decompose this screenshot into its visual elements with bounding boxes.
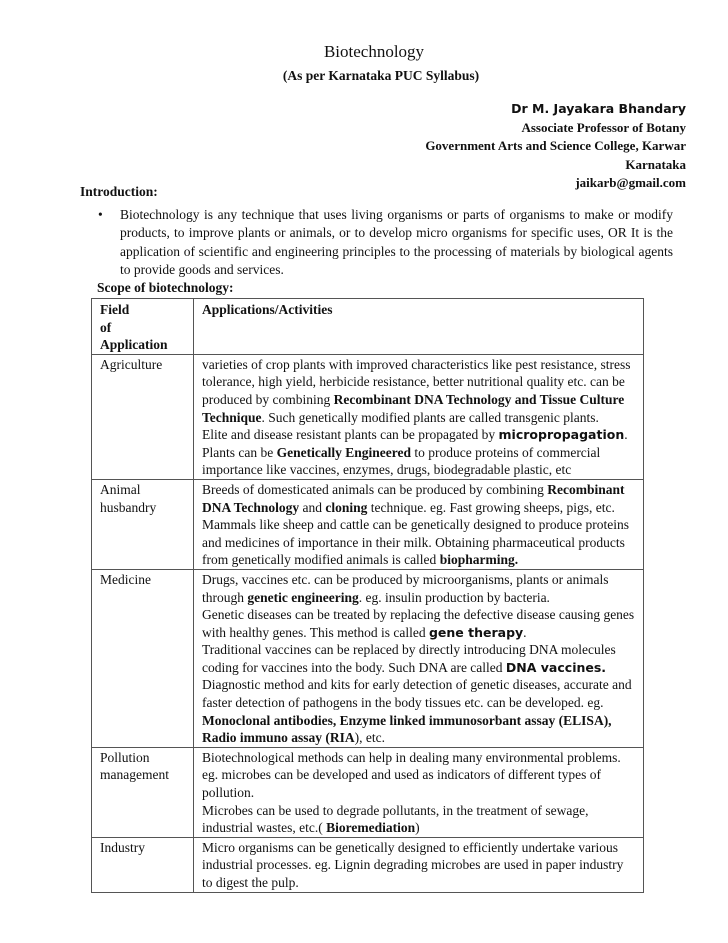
- table-row: [92, 479, 644, 569]
- application-paragraph: Plants can be Genetically Engineered to produce proteins of commercial importance like vaccines, enzymes, drugs, biodegradable plastic, etc: [202, 444, 601, 478]
- column-header-field-of: of: [100, 319, 112, 335]
- introduction-heading: Introduction:: [80, 184, 158, 199]
- table-row: [92, 747, 644, 837]
- bullet-icon: •: [98, 207, 103, 222]
- applications-cell: [194, 479, 644, 569]
- column-header-field-application: Application: [100, 337, 168, 353]
- application-paragraph: Biotechnological methods can help in dealing many environmental problems. eg. microbes can be developed and used as indicators of different types of pollution.: [202, 749, 621, 801]
- application-paragraph: Drugs, vaccines etc. can be produced by microorganisms, plants or animals through genetic engineering. eg. insulin production by bacteria.: [202, 571, 609, 605]
- application-paragraph: Microbes can be used to degrade pollutants, in the treatment of sewage, industrial wastes, etc.( Bioremediation): [202, 802, 589, 836]
- intro-definition: Biotechnology is any technique that uses living organisms or parts of organisms to make or modify products, to improve plants or animals, or to develop micro organisms for specific uses, OR It is the application of scientific and engineering principles to the processing of materials by biological agents to provide goods and services.: [120, 207, 673, 278]
- document-title: Biotechnology: [323, 42, 425, 61]
- field-cell: Medicine: [92, 569, 194, 747]
- field-cell: Agriculture: [92, 354, 194, 479]
- field-cell: Animal husbandry: [92, 479, 194, 569]
- application-paragraph: Mammals like sheep and cattle can be genetically designed to produce proteins and medicines of importance in their milk. Obtaining pharmaceutical products from genetically modified animals is called biopharming.: [202, 517, 629, 568]
- application-paragraph: Elite and disease resistant plants can be propagated by micropropagation.: [202, 427, 628, 443]
- application-paragraph: Breeds of domesticated animals can be produced by combining Recombinant DNA Technology and cloning technique. eg. Fast growing sheeps, pigs, etc.: [202, 481, 625, 515]
- author-name: Dr M. Jayakara Bhandary: [511, 101, 686, 116]
- scope-table: [91, 298, 644, 893]
- column-header-applications: Applications/Activities: [194, 299, 644, 355]
- author-designation: Associate Professor of Botany: [521, 119, 686, 135]
- author-block: [425, 100, 686, 193]
- table-row: [92, 569, 644, 747]
- field-cell: Pollution management: [92, 747, 194, 837]
- applications-cell: [194, 354, 644, 479]
- author-college: Government Arts and Science College, Karwar: [425, 138, 686, 154]
- table-row: [92, 354, 644, 479]
- column-header-field-word: Field: [100, 302, 130, 317]
- applications-cell: [194, 747, 644, 837]
- table-row: [92, 837, 644, 892]
- application-paragraph: Micro organisms can be genetically designed to efficiently undertake various industrial processes. eg. Lignin degrading microbes are used in paper industry to digest the pulp.: [202, 839, 624, 890]
- applications-cell: [194, 837, 644, 892]
- application-paragraph: varieties of crop plants with improved characteristics like pest resistance, stress tolerance, high yield, herbicide resistance, better nutritional quality etc. can be produced by combining Recombinant DNA Technology and Tissue Culture Technique. Such genetically modified plants are called transgenic plants.: [202, 356, 631, 425]
- application-paragraph: Genetic diseases can be treated by replacing the defective disease causing genes with healthy genes. This method is called gene therapy.: [202, 607, 635, 640]
- column-header-field: [92, 299, 194, 355]
- author-state: Karnataka: [625, 156, 686, 172]
- document-subtitle: (As per Karnataka PUC Syllabus): [282, 68, 480, 83]
- author-email: jaikarb@gmail.com: [575, 175, 686, 191]
- applications-cell: [194, 569, 644, 747]
- application-paragraph: Diagnostic method and kits for early detection of genetic diseases, accurate and faster detection of pathogens in the body tissues etc. can be developed. eg. Monoclonal antibodies, Enzyme linked immunosorbant assay (ELISA), Radio immuno assay (RIA), etc.: [202, 677, 632, 746]
- application-paragraph: Traditional vaccines can be replaced by directly introducing DNA molecules coding for vaccines into the body. Such DNA are called DNA vaccines.: [202, 642, 616, 675]
- table-header-row: [92, 299, 644, 355]
- intro-bullet: [98, 206, 673, 280]
- field-cell: Industry: [92, 837, 194, 892]
- scope-heading: Scope of biotechnology:: [97, 280, 234, 295]
